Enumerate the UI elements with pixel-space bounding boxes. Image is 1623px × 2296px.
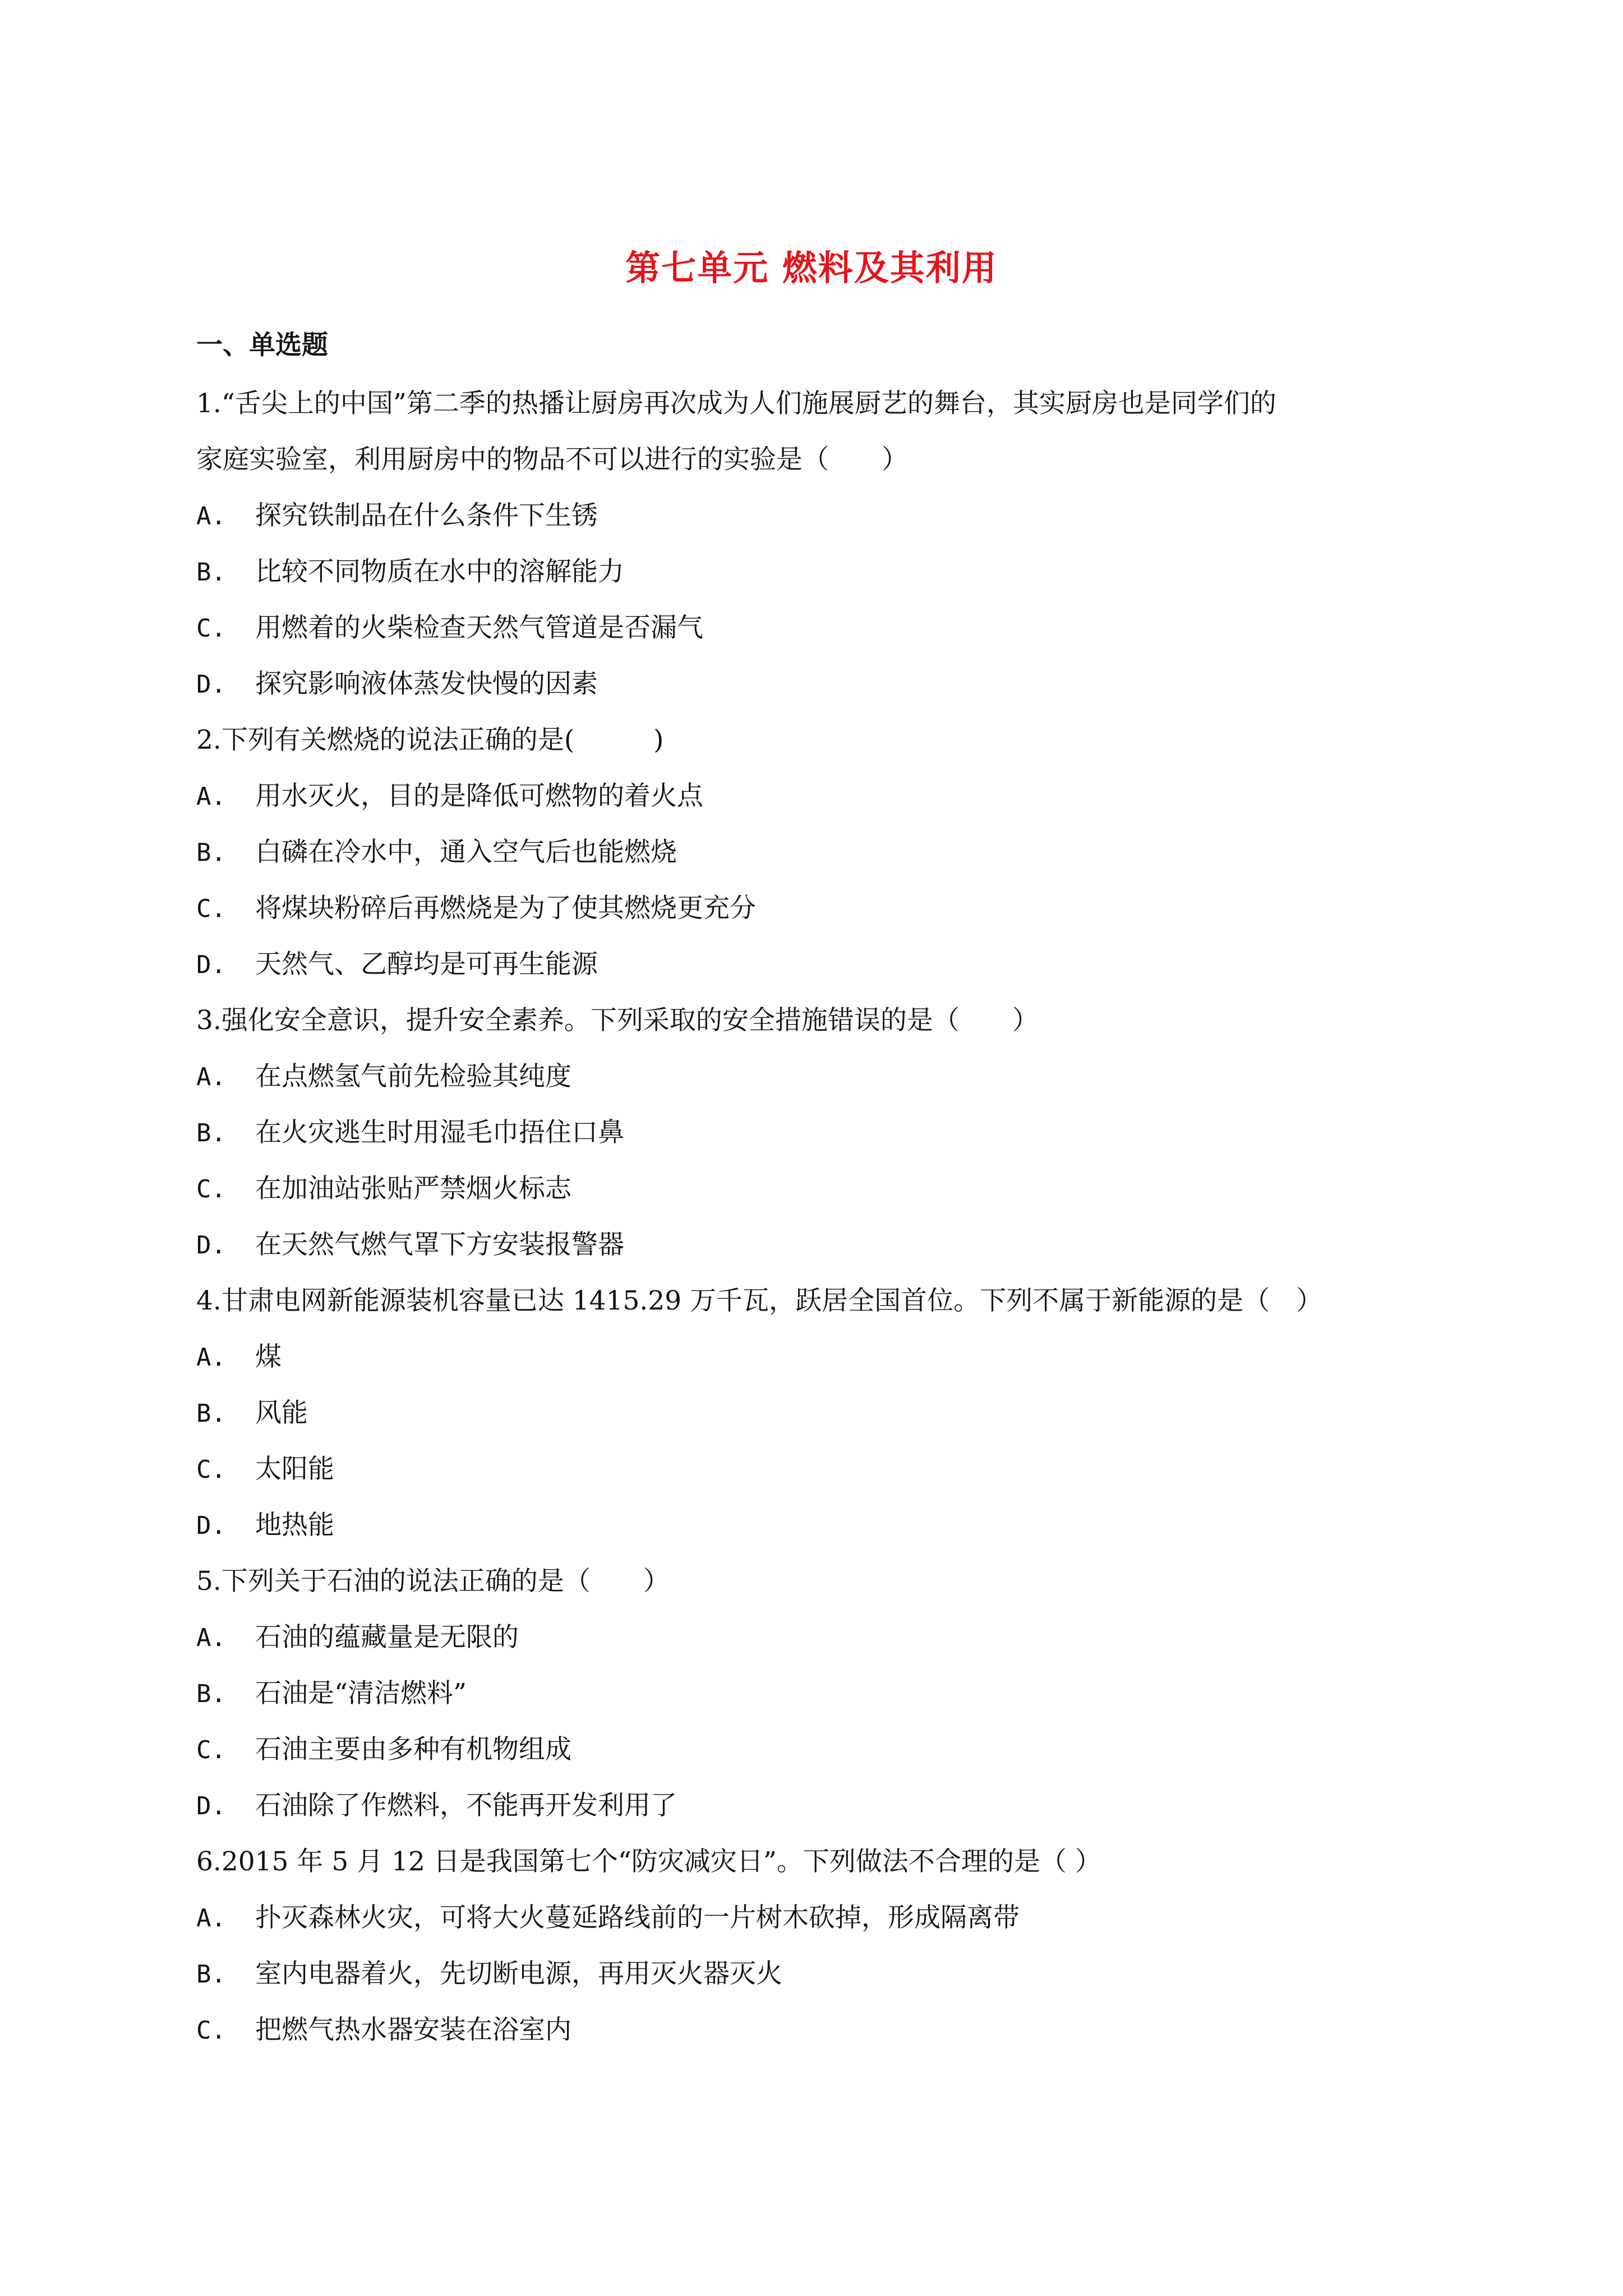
question-stem-line: 1.“舌尖上的中国”第二季的热播让厨房再次成为人们施展厨艺的舞台，其实厨房也是同学们的 [196,388,1276,419]
option-b [196,544,1458,600]
option-text: 用燃着的火柴检查天然气管道是否漏气 [255,612,703,643]
option-letter: B. [196,1399,226,1428]
question-6 [196,1834,1458,2058]
option-text: 白磷在冷水中，通入空气后也能燃烧 [255,837,677,868]
option-d [196,937,1458,993]
option-c [196,1722,1458,1778]
option-a [196,1890,1458,1946]
option-b [196,1385,1458,1441]
option-letter: D. [196,670,226,699]
option-text: 石油主要由多种有机物组成 [255,1734,571,1765]
question-stem-line: 4.甘肃电网新能源装机容量已达 1415.29 万千瓦，跃居全国首位。下列不属于新能源的是（ ） [196,1285,1323,1316]
option-d [196,656,1458,712]
option-text: 把燃气热水器安装在浴室内 [255,2014,571,2045]
question-1 [196,376,1458,712]
option-text: 天然气、乙醇均是可再生能源 [255,949,598,980]
option-text: 煤 [255,1341,282,1372]
option-letter: C. [196,2016,226,2045]
option-letter: A. [196,1343,226,1372]
option-text: 比较不同物质在水中的溶解能力 [255,556,624,587]
option-d [196,1778,1458,1834]
question-4 [196,1273,1458,1553]
option-a [196,1049,1458,1105]
option-text: 太阳能 [255,1454,334,1484]
question-list [196,376,1458,2058]
option-text: 风能 [255,1398,308,1428]
option-letter: C. [196,1175,226,1204]
question-2 [196,712,1458,993]
option-letter: D. [196,1511,226,1540]
option-a [196,768,1458,824]
option-letter: A. [196,502,226,531]
option-a [196,488,1458,544]
option-text: 石油是“清洁燃料” [255,1678,467,1709]
option-b [196,1666,1458,1722]
option-text: 扑灭森林火灾，可将大火蔓延路线前的一片树木砍掉，形成隔离带 [255,1902,1020,1933]
option-letter: C. [196,1455,226,1484]
option-letter: A. [196,1624,226,1652]
option-letter: D. [196,1231,226,1260]
option-a [196,1329,1458,1385]
option-letter: C. [196,1736,226,1764]
option-text: 室内电器着火，先切断电源，再用灭火器灭火 [255,1958,782,1989]
option-letter: A. [196,782,226,811]
question-stem-line: 家庭实验室，利用厨房中的物品不可以进行的实验是（ ） [196,444,908,475]
question-5 [196,1553,1458,1834]
option-letter: B. [196,558,226,587]
question-stem-line: 6.2015 年 5 月 12 日是我国第七个“防灾减灾日”。下列做法不合理的是（ ） [196,1846,1101,1877]
option-letter: B. [196,1960,226,1989]
option-c [196,1161,1458,1217]
question-stem-line: 5.下列关于石油的说法正确的是（ ） [196,1566,670,1597]
question-3 [196,993,1458,1273]
option-a [196,1610,1458,1666]
option-letter: B. [196,1680,226,1708]
option-letter: C. [196,895,226,923]
question-stem-line: 2.下列有关燃烧的说法正确的是( ) [196,725,664,755]
option-text: 石油除了作燃料，不能再开发利用了 [255,1790,677,1821]
option-text: 石油的蕴藏量是无限的 [255,1622,519,1653]
option-letter: D. [196,951,226,979]
option-letter: B. [196,838,226,867]
option-text: 地热能 [255,1510,334,1541]
option-text: 探究铁制品在什么条件下生锈 [255,500,598,531]
option-text: 在火灾逃生时用湿毛巾捂住口鼻 [255,1117,624,1148]
option-c [196,1441,1458,1497]
option-text: 用水灭火，目的是降低可燃物的着火点 [255,781,703,812]
option-b [196,1105,1458,1161]
option-c [196,2002,1458,2058]
option-b [196,824,1458,880]
option-text: 在点燃氢气前先检验其纯度 [255,1061,571,1092]
option-text: 探究影响液体蒸发快慢的因素 [255,668,598,699]
option-c [196,880,1458,937]
option-text: 在加油站张贴严禁烟火标志 [255,1173,571,1204]
question-stem-line: 3.强化安全意识，提升安全素养。下列采取的安全措施错误的是（ ） [196,1005,1039,1036]
option-text: 在天然气燃气罩下方安装报警器 [255,1229,624,1260]
option-letter: C. [196,614,226,643]
option-b [196,1946,1458,2002]
option-letter: A. [196,1063,226,1091]
option-d [196,1497,1458,1553]
section-heading: 一、单选题 [196,330,328,361]
document-title: 第七单元 燃料及其利用 [625,247,998,288]
option-text: 将煤块粉碎后再燃烧是为了使其燃烧更充分 [255,893,756,924]
option-letter: A. [196,1904,226,1933]
option-letter: B. [196,1119,226,1147]
option-letter: D. [196,1792,226,1820]
option-d [196,1217,1458,1273]
option-c [196,600,1458,656]
